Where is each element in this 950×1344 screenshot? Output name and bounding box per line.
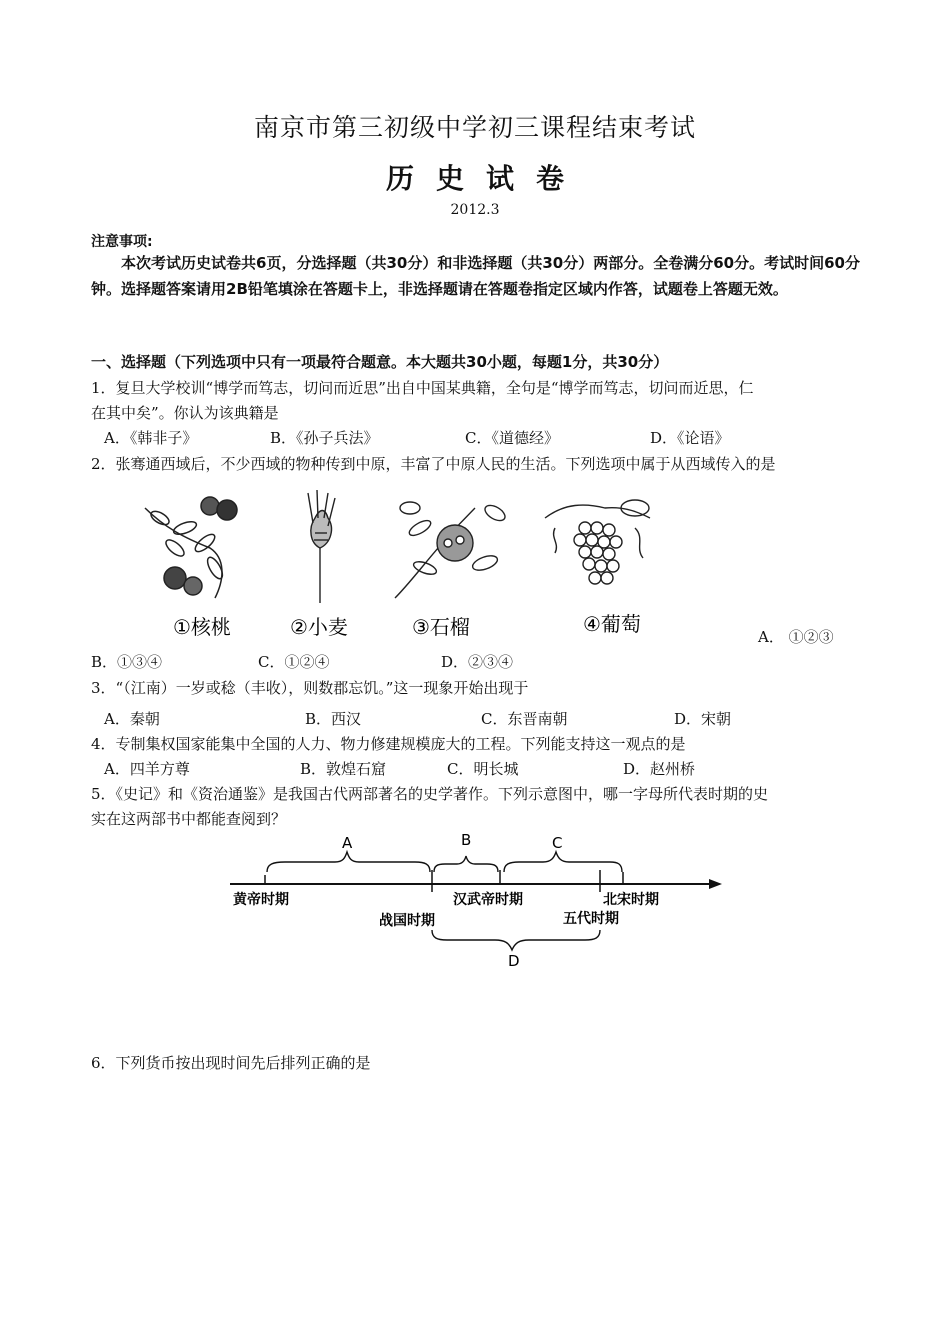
brace-c [504,852,622,872]
q3-stem: 3．“（江南）一岁或稔（丰收），则数郡忘饥。”这一现象开始出现于 [91,679,529,697]
q4-option-d: D．赵州桥 [623,760,696,778]
exam-title: 南京市第三初级中学初三课程结束考试 [253,113,696,142]
period-wudai: 五代时期 [563,911,619,927]
picture-label-pomegranate: ③石榴 [412,615,470,639]
bracket-label-c: C [552,834,563,852]
q5-stem-line2: 实在这两部书中都能查阅到？ [91,810,287,828]
wheat-icon [308,490,335,603]
q3-option-c: C．东晋南朝 [481,710,568,728]
q4-option-c: C．明长城 [447,760,519,778]
q1-option-c: C．《道德经》 [465,429,559,447]
q4-option-a: A．四羊方尊 [104,760,190,778]
q1-option-b: B．《孙子兵法》 [270,429,379,447]
pomegranate-icon [395,502,508,598]
q2-option-d: D．②③④ [441,653,514,671]
q5-stem-line1: 5．《史记》和《资治通鉴》是我国古代两部著名的史学著作。下列示意图中，哪一字母所代表时期的史 [91,785,769,803]
picture-label-walnut: ①核桃 [173,615,231,639]
brace-b [434,856,498,872]
bracket-label-d: D [508,952,520,970]
q1-option-a: A．《韩非子》 [104,429,198,447]
picture-label-wheat: ②小麦 [290,615,348,639]
q2-option-c: C．①②④ [258,653,330,671]
timeline-diagram [225,830,735,975]
bracket-label-a: A [342,834,353,852]
species-illustrations [115,488,675,643]
exam-date: 2012.3 [450,202,500,218]
timeline-arrowhead [709,879,722,889]
q5-timeline [225,830,735,975]
brace-a [267,852,430,872]
q6-stem: 6．下列货币按出现时间先后排列正确的是 [91,1054,371,1072]
q3-option-a: A．秦朝 [104,710,160,728]
period-hanwudi: 汉武帝时期 [453,892,523,908]
q2-option-b: B．①③④ [91,653,163,671]
period-beisong: 北宋时期 [603,892,659,908]
q4-option-b: B．敦煌石窟 [300,760,387,778]
q2-picture-panel [115,488,675,643]
q3-option-d: D．宋朝 [674,710,732,728]
period-huangdi: 黄帝时期 [233,892,289,908]
q3-option-b: B．西汉 [305,710,362,728]
q2-stem: 2．张骞通西域后，不少西域的物种传到中原，丰富了中原人民的生活。下列选项中属于从西域传入的是 [91,455,776,473]
brace-d [432,930,600,950]
grapes-icon [545,500,650,584]
bracket-label-b: B [461,831,472,849]
subject-title: 历史试卷 [385,162,586,195]
q1-option-d: D．《论语》 [650,429,730,447]
q4-stem: 4．专制集权国家能集中全国的人力、物力修建规模庞大的工程。下列能支持这一观点的是 [91,735,686,753]
section-heading: 一、选择题（下列选项中只有一项最符合题意。本大题共30小题，每题1分，共30分） [91,353,669,371]
q1-stem-line2: 在其中矣”。你认为该典籍是 [91,404,279,422]
q1-stem-line1: 1．复旦大学校训“博学而笃志，切问而近思”出自中国某典籍，全句是“博学而笃志，切问而近思，仁 [91,379,754,397]
picture-label-grapes: ④葡萄 [583,612,641,636]
period-zhanguo: 战国时期 [379,913,435,929]
walnut-icon [145,497,237,598]
notice-heading: 注意事项: [91,234,153,250]
notice-text: 本次考试历史试卷共6页，分选择题（共30分）和非选择题（共30分）两部分。全卷满分60分。考试时间60分钟。选择题答案请用2B铅笔填涂在答题卡上，非选择题请在答题卷指定区域内作答，试题卷上答题无效。 [91,254,860,298]
q2-option-a: A． ①②③ [758,628,834,646]
